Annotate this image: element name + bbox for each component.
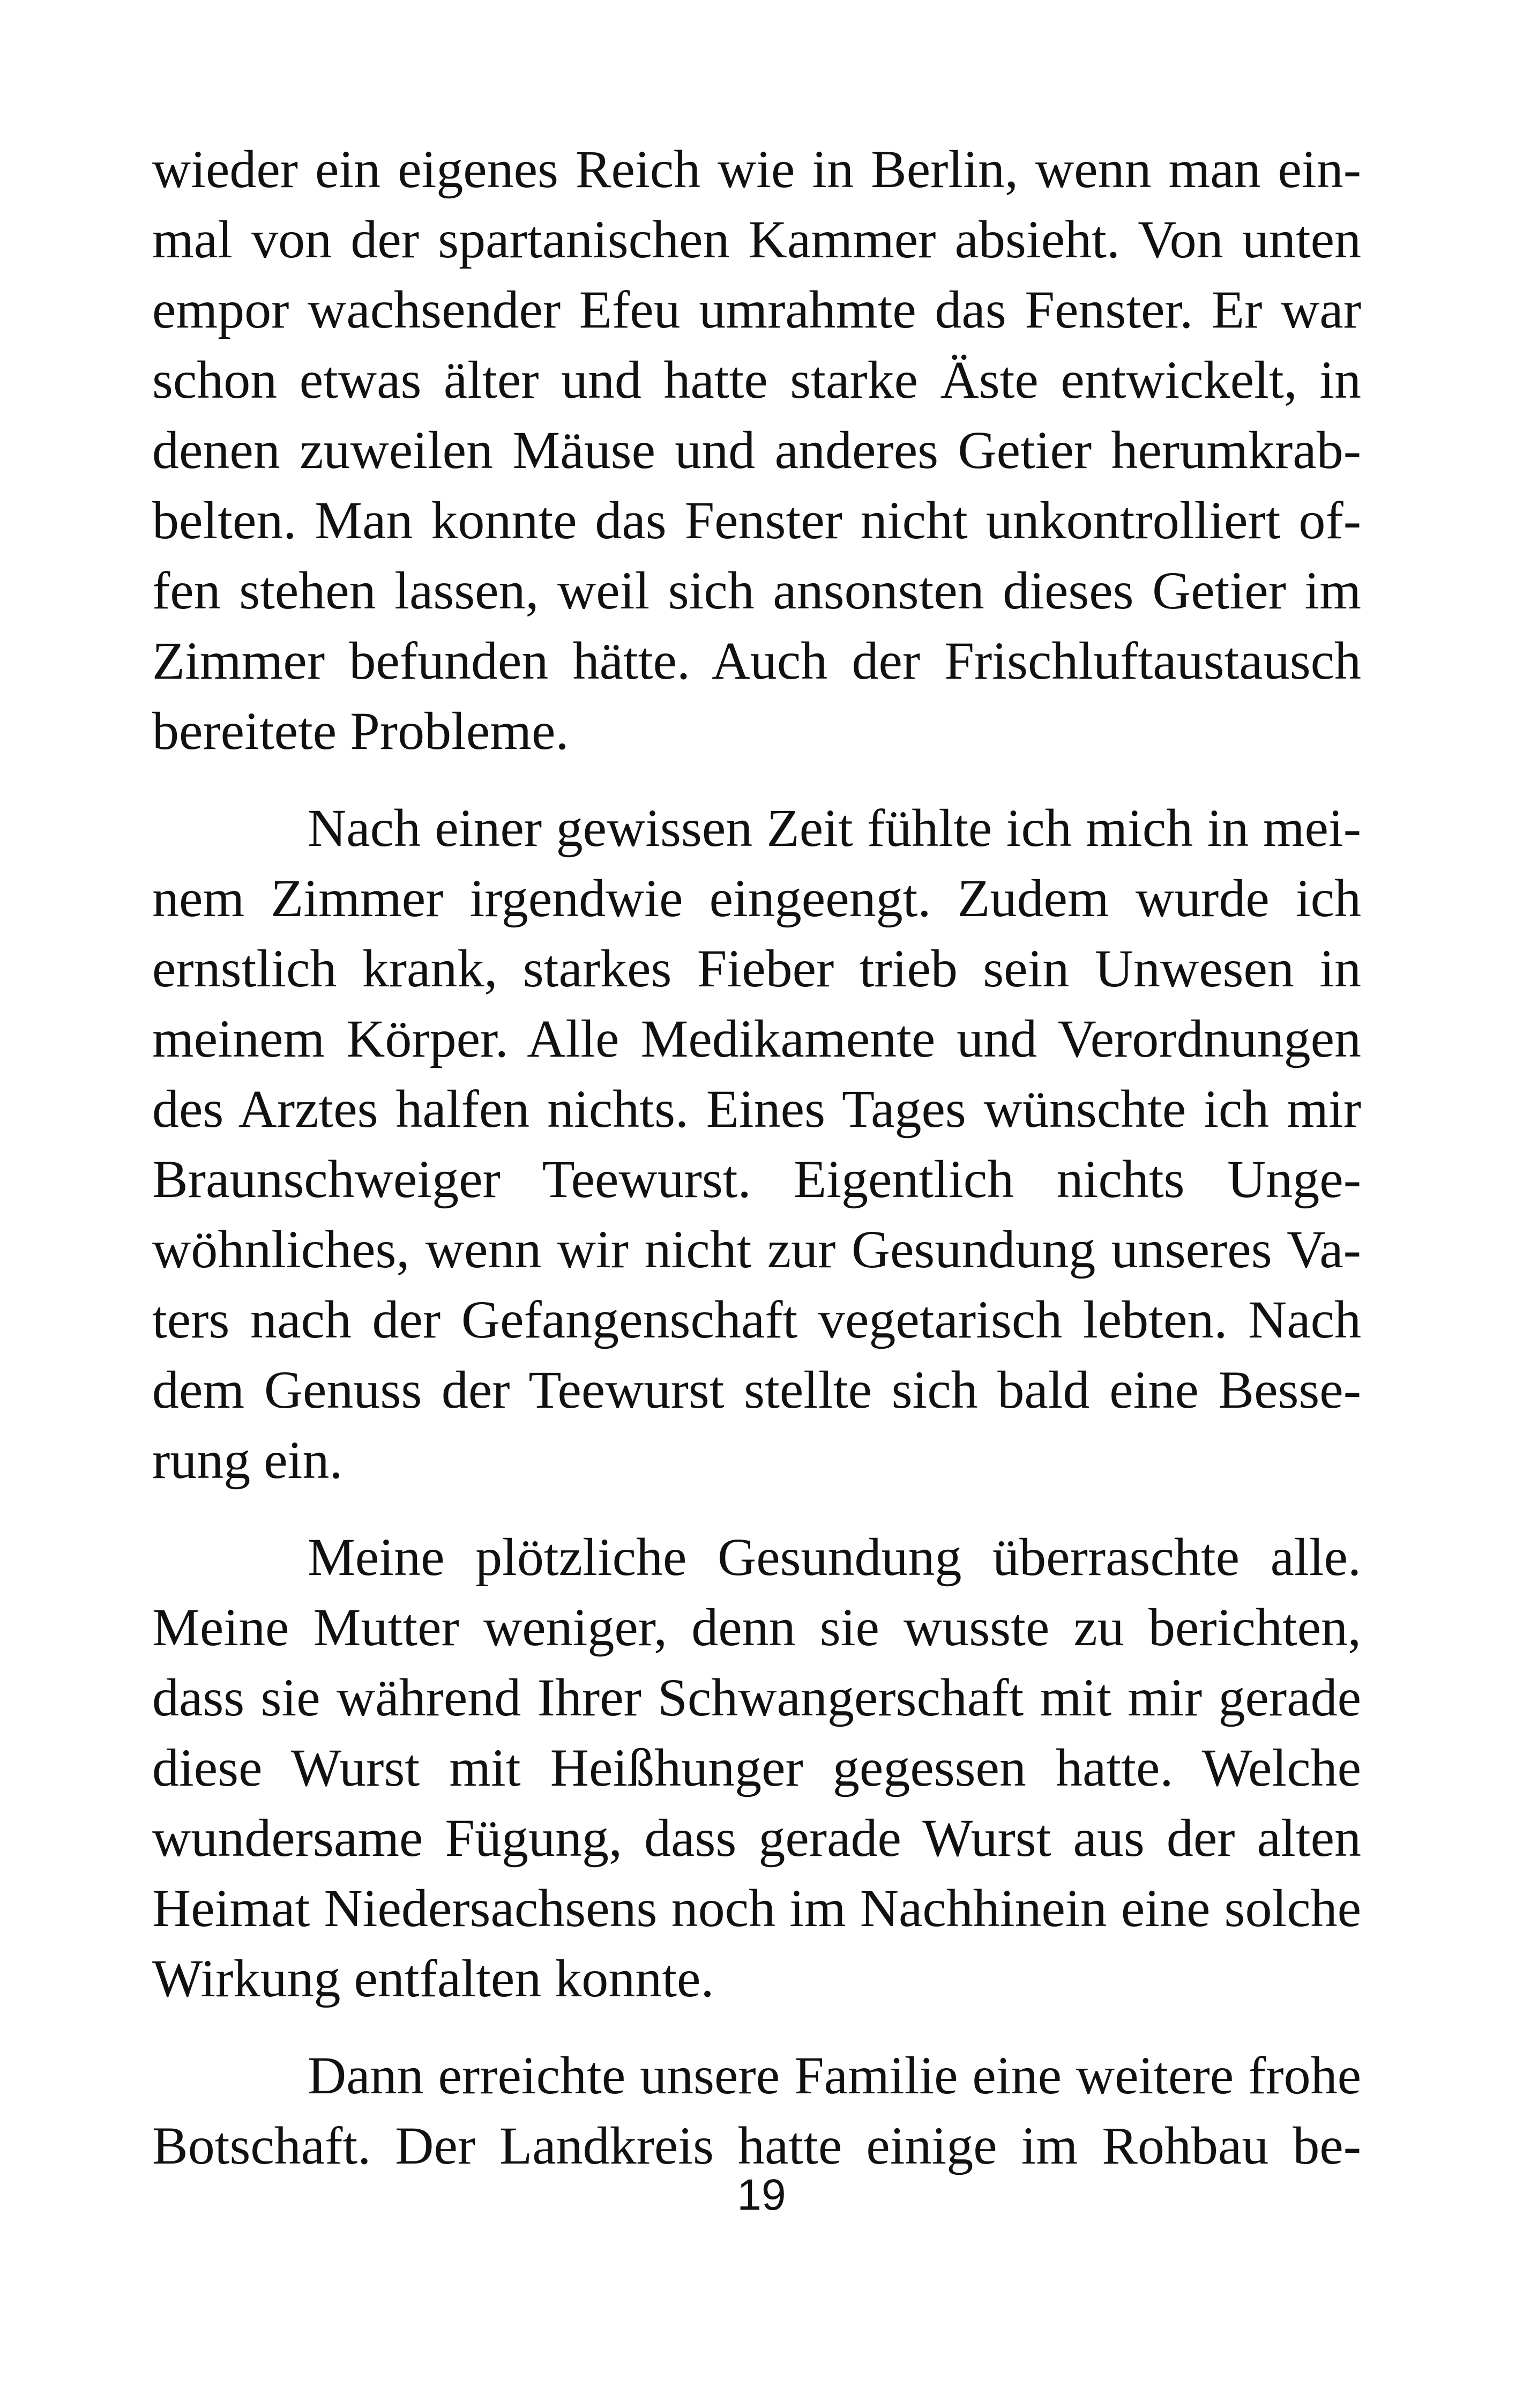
text-line: rung ein. [152,1430,343,1490]
text-line: diese Wurst mit Heißhunger gegessen hatte. Welche [152,1738,1361,1797]
text-line: Nach einer gewissen Zeit fühlte ich mich in mei- [308,798,1361,858]
paragraph-3 [152,1522,1361,2013]
text-line: denen zuweilen Mäuse und anderes Getier herumkrab- [152,420,1361,480]
text-line: belten. Man konnte das Fenster nicht unkontrolliert of- [152,490,1361,550]
text-line: des Arztes halfen nichts. Eines Tages wünschte ich mir [152,1079,1361,1139]
text-line: fen stehen lassen, weil sich ansonsten dieses Getier im [152,561,1361,620]
text-line: Heimat Niedersachsens noch im Nachhinein eine solche [152,1878,1361,1938]
text-line: mal von der spartanischen Kammer absieht. Von unten [152,210,1361,269]
text-line: ters nach der Gefangenschaft vegetarisch lebten. Nach [152,1290,1361,1349]
text-line: Zimmer befunden hätte. Auch der Frischluftaustausch [152,631,1361,690]
text-line: dem Genuss der Teewurst stellte sich bald eine Besse- [152,1360,1361,1419]
text-line: ernstlich krank, starkes Fieber trieb sein Unwesen in [152,939,1361,998]
paragraph-4 [152,2040,1361,2181]
text-line: schon etwas älter und hatte starke Äste entwickelt, in [152,350,1361,410]
text-line: dass sie während Ihrer Schwangerschaft mit mir gerade [152,1668,1361,1727]
text-line: bereitete Probleme. [152,701,569,761]
page-number: 19 [737,2171,786,2219]
text-line: Braunschweiger Teewurst. Eigentlich nichts Unge- [152,1149,1361,1209]
text-line: Meine Mutter weniger, denn sie wusste zu berichten, [152,1597,1361,1657]
paragraph-2 [152,793,1361,1495]
page-body [152,134,1361,2208]
text-line: wieder ein eigenes Reich wie in Berlin, wenn man ein- [152,139,1361,199]
text-line: nem Zimmer irgendwie eingeengt. Zudem wurde ich [152,868,1361,928]
paragraph-1 [152,134,1361,766]
text-line: meinem Körper. Alle Medikamente und Verordnungen [152,1009,1361,1068]
text-line: Wirkung entfalten konnte. [152,1949,714,2008]
text-line: Meine plötzliche Gesundung überraschte alle. [308,1527,1361,1587]
text-line: Botschaft. Der Landkreis hatte einige im Rohbau be- [152,2116,1361,2175]
text-line: wundersame Fügung, dass gerade Wurst aus der alten [152,1808,1361,1868]
text-line: wöhnliches, wenn wir nicht zur Gesundung unseres Va- [152,1220,1361,1279]
text-line: empor wachsender Efeu umrahmte das Fenster. Er war [152,280,1361,339]
text-line: Dann erreichte unsere Familie eine weitere frohe [308,2046,1361,2105]
